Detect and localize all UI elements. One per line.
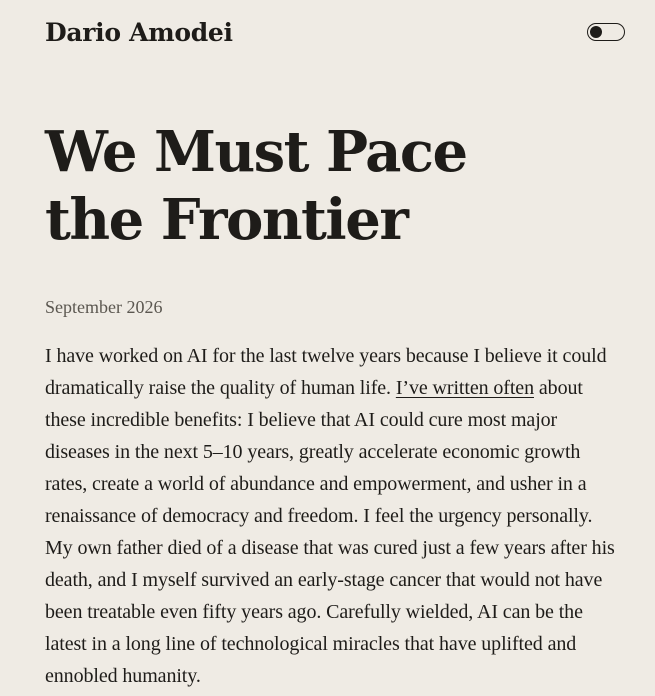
paragraph-line: ennobled humanity. xyxy=(45,665,201,687)
paragraph-line: My own father died of a disease that was cured just a few years after his xyxy=(45,537,615,559)
theme-toggle-switch[interactable] xyxy=(587,23,625,41)
paragraph-line: death, and I myself survived an early-stage cancer that would not have xyxy=(45,569,603,591)
site-name-link[interactable]: Dario Amodei xyxy=(45,18,233,47)
paragraph-line: latest in a long line of technological miracles that have uplifted and xyxy=(45,633,577,655)
article-title-line-1: We Must Pace xyxy=(45,119,467,185)
toggle-knob-icon xyxy=(590,26,602,38)
paragraph-line: these incredible benefits: I believe that AI could cure most major xyxy=(45,409,558,431)
article-title-line-2: the Frontier xyxy=(45,187,408,253)
paragraph-line: diseases in the next 5–10 years, greatly accelerate economic growth xyxy=(45,441,581,463)
paragraph-line xyxy=(45,372,635,404)
paragraph-text: about xyxy=(534,377,583,399)
article-date: September 2026 xyxy=(45,297,163,317)
paragraph-text: dramatically raise the quality of human life. xyxy=(45,377,396,399)
paragraph-line: I have worked on AI for the last twelve years because I believe it could xyxy=(45,345,607,367)
paragraph-line: renaissance of democracy and freedom. I feel the urgency personally. xyxy=(45,505,593,527)
paragraph-line: been treatable even fifty years ago. Carefully wielded, AI can be the xyxy=(45,601,583,623)
written-often-link[interactable]: I’ve written often xyxy=(395,377,534,399)
site-header xyxy=(45,14,625,54)
article-paragraph xyxy=(45,340,635,692)
article-title xyxy=(45,118,625,254)
paragraph-line: rates, create a world of abundance and empowerment, and usher in a xyxy=(45,473,587,495)
